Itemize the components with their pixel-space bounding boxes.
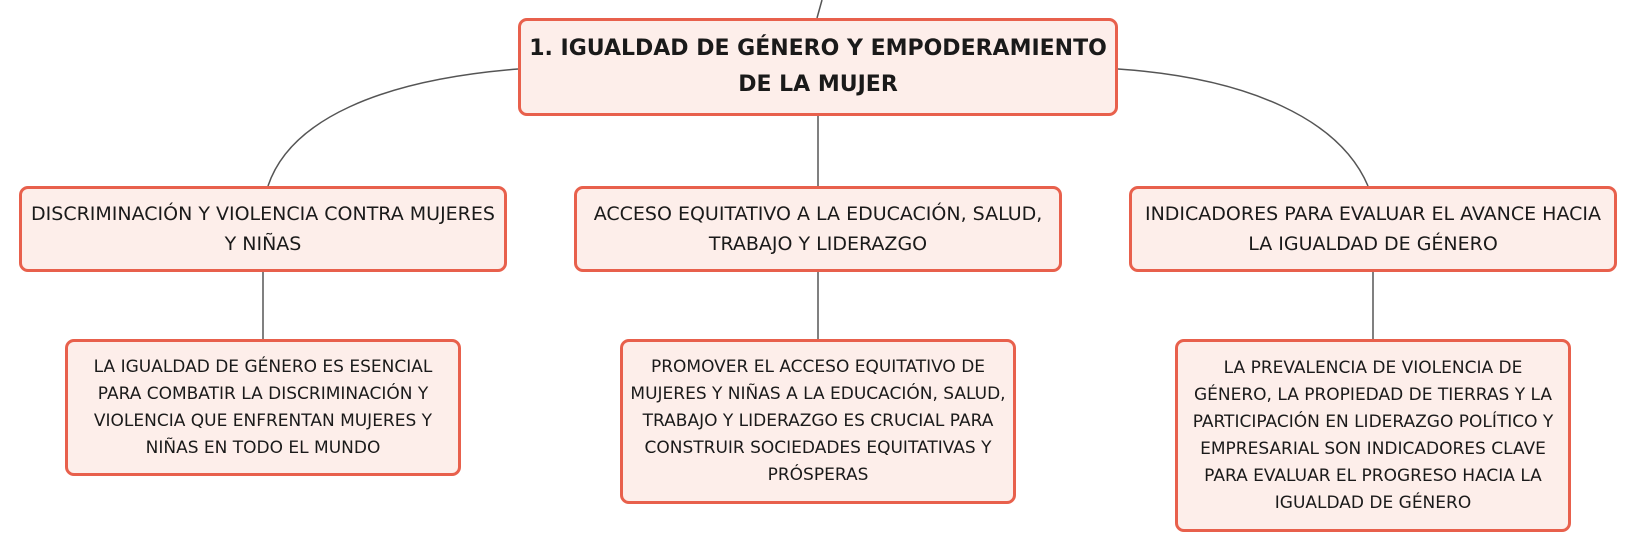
branch-topic-indicators[interactable]: [1129, 186, 1617, 272]
detail-topic-text: PROMOVER EL ACCESO EQUITATIVO DE MUJERES Y NIÑAS A LA EDUCACIÓN, SALUD, TRABAJO Y LIDERAZGO ES CRUCIAL PARA CONSTRUIR SOCIEDADES EQUITATIVAS Y PRÓSPERAS: [630, 357, 1006, 485]
root-topic[interactable]: [518, 18, 1118, 116]
branch-topic-equitable-access[interactable]: [574, 186, 1062, 272]
connector-root-to-branch-3: [1118, 69, 1368, 186]
detail-topic-text: LA IGUALDAD DE GÉNERO ES ESENCIAL PARA COMBATIR LA DISCRIMINACIÓN Y VIOLENCIA QUE ENFRENTAN MUJERES Y NIÑAS EN TODO EL MUNDO: [93, 356, 433, 458]
branch-topic-label: INDICADORES PARA EVALUAR EL AVANCE HACIA LA IGUALDAD DE GÉNERO: [1144, 203, 1602, 255]
root-topic-label: 1. IGUALDAD DE GÉNERO Y EMPODERAMIENTO DE LA MUJER: [529, 36, 1107, 97]
detail-topic-text: LA PREVALENCIA DE VIOLENCIA DE GÉNERO, LA PROPIEDAD DE TIERRAS Y LA PARTICIPACIÓN EN LIDERAZGO POLÍTICO Y EMPRESARIAL SON INDICADORES CLAVE PARA EVALUAR EL PROGRESO HACIA LA IGUALDAD DE GÉNERO: [1192, 357, 1554, 513]
connector-parent-to-root: [817, 0, 822, 18]
detail-topic-equitable-access[interactable]: [620, 339, 1016, 504]
branch-topic-discrimination[interactable]: [19, 186, 507, 272]
branch-topic-label: DISCRIMINACIÓN Y VIOLENCIA CONTRA MUJERES Y NIÑAS: [31, 203, 495, 255]
detail-topic-indicators[interactable]: [1175, 339, 1571, 532]
connector-root-to-branch-1: [268, 69, 518, 186]
detail-topic-discrimination[interactable]: [65, 339, 461, 476]
branch-topic-label: ACCESO EQUITATIVO A LA EDUCACIÓN, SALUD, TRABAJO Y LIDERAZGO: [593, 203, 1043, 255]
